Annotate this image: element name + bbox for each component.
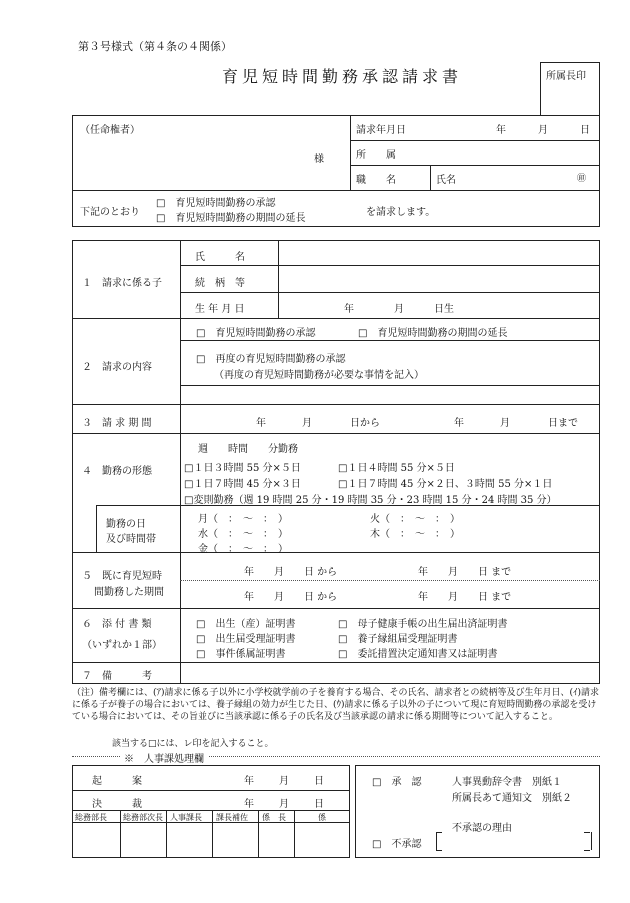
applicant-block — [72, 115, 600, 227]
role-section-head: 係 長 — [262, 813, 286, 822]
week-hours: 週 時間 分勤務 — [198, 444, 298, 455]
sec6-label-1: ６ 添 付 書 類 — [82, 619, 152, 630]
sec2-approval[interactable]: □ 育児短時間勤務の承認 — [196, 328, 316, 339]
sec2-again-note: （再度の育児短時間勤務が必要な事情を記入） — [214, 370, 424, 381]
kessai-year: 年 — [244, 799, 254, 810]
period-to-year: 年 — [454, 418, 464, 429]
sec2-extension[interactable]: □ 育児短時間勤務の期間の延長 — [358, 328, 508, 339]
form-title: 育児短時間勤務承認請求書 — [222, 67, 463, 86]
period-from-year: 年 — [256, 418, 266, 429]
pattern-5[interactable]: □変則勤務（週 19 時間 25 分・19 時間 35 分・23 時間 15 分・24 時間 35 分） — [184, 495, 557, 506]
kian-day: 日 — [314, 776, 324, 787]
doc-birth-registration[interactable]: □ 出生届受理証明書 — [196, 634, 296, 645]
period-to: 日まで — [548, 418, 578, 429]
approve-option[interactable]: □ 承 認 — [372, 777, 422, 788]
pattern-4[interactable]: □１日７時間 45 分×２日、３時間 55 分×１日 — [338, 479, 553, 490]
doc-birth-certificate[interactable]: □ 出生（産）証明書 — [196, 619, 296, 630]
checkmark-note: 該当する□には、レ印を記入すること。 — [112, 739, 274, 749]
period-from: 日から — [350, 418, 380, 429]
request-date-month: 月 — [538, 125, 548, 136]
sama-label: 様 — [314, 154, 324, 165]
option-approval[interactable]: □ 育児短時間勤務の承認 — [156, 198, 276, 209]
period-from-month: 月 — [302, 418, 312, 429]
work-hours-label: 及び時間帯 — [106, 534, 156, 545]
request-date-year: 年 — [496, 125, 506, 136]
request-suffix: を請求します。 — [366, 207, 436, 218]
doc-adoption[interactable]: □ 養子縁組届受理証明書 — [338, 634, 458, 645]
doc-maternity-handbook[interactable]: □ 母子健康手帳の出生届出済証明書 — [338, 619, 508, 630]
schedule-tue: 火（ ： 〜 ： ） — [370, 514, 460, 525]
kessai-month: 月 — [279, 799, 289, 810]
sec7-label: ７ 備 考 — [82, 671, 152, 682]
schedule-mon: 月（ ： 〜 ： ） — [198, 514, 288, 525]
birth-day: 日生 — [434, 304, 454, 315]
kian-year: 年 — [244, 776, 254, 787]
past-period-2-from: 年 月 日 から — [244, 592, 338, 603]
past-period-2-to: 年 月 日 まで — [418, 592, 512, 603]
role-hr-chief: 人事課長 — [170, 813, 202, 822]
reject-reason-bracket[interactable] — [436, 832, 592, 850]
child-birth-label: 生 年 月 日 — [195, 304, 245, 315]
work-days-label: 勤務の日 — [106, 519, 146, 530]
sec5-label-1: ５ 既に育児短時 — [82, 571, 162, 582]
name-label: 氏名 — [436, 175, 456, 186]
sec1-label: １ 請求に係る子 — [82, 278, 162, 289]
approve-doc-2: 所属長あて通知文 別紙２ — [452, 793, 572, 804]
kessai-label: 決 裁 — [92, 799, 142, 810]
sec2-again[interactable]: □ 再度の育児短時間勤務の承認 — [196, 354, 346, 365]
sec6-label-2: （いずれか１部） — [82, 640, 162, 651]
sec5-label-2: 間勤務した期間 — [94, 587, 164, 598]
schedule-wed: 水（ ： 〜 ： ） — [198, 529, 288, 540]
request-date-day: 日 — [580, 125, 590, 136]
option-extension[interactable]: □ 育児短時間勤務の期間の延長 — [156, 213, 306, 224]
following-label: 下記のとおり — [80, 207, 140, 218]
child-relation-label: 続 柄 等 — [195, 278, 245, 289]
sec4-label: ４ 勤務の形態 — [82, 466, 152, 477]
role-staff: 係 — [318, 813, 326, 822]
kian-month: 月 — [279, 776, 289, 787]
request-date-label: 請求年月日 — [356, 125, 406, 136]
sec2-label: ２ 請求の内容 — [82, 362, 152, 373]
schedule-thu: 木（ ： 〜 ： ） — [370, 529, 460, 540]
pattern-2[interactable]: □１日４時間 55 分×５日 — [338, 463, 455, 474]
past-period-1-to: 年 月 日 まで — [418, 567, 512, 578]
seal-mark: ㊞ — [577, 174, 587, 184]
affiliation-label: 所 属 — [356, 150, 396, 161]
birth-month: 月 — [394, 304, 404, 315]
sec3-label: ３ 請 求 期 間 — [82, 418, 152, 429]
appointer-label: （任命権者） — [80, 125, 140, 136]
reject-reason-label: 不承認の理由 — [452, 823, 512, 834]
birth-year: 年 — [344, 304, 354, 315]
instruction-note: （注）備考欄には、(ｱ)請求に係る子以外に小学校就学前の子を養育する場合、その氏名、請求者との続柄等及び生年月日、(ｲ)請求に係る子が養子の場合においては、養子縁組の効力が生じた日、(ｳ)請求に係る子以外の子について現に育短時間勤務の承認を受けている場合においては、その旨並びに当該承認に係る子の氏名及び当該承認の請求に係る期間等について記入すること。 — [72, 688, 600, 722]
doc-foster-decision[interactable]: □ 委託措置決定通知書又は証明書 — [338, 649, 498, 660]
pattern-3[interactable]: □１日７時間 45 分×３日 — [184, 479, 301, 490]
doc-case-pending[interactable]: □ 事件係属証明書 — [196, 649, 286, 660]
past-period-1-from: 年 月 日 から — [244, 567, 338, 578]
pattern-1[interactable]: □１日３時間 55 分×５日 — [184, 463, 301, 474]
child-name-label: 氏 名 — [195, 252, 245, 263]
kian-label: 起 案 — [92, 776, 142, 787]
job-title-label: 職 名 — [356, 175, 396, 186]
approve-doc-1: 人事異動辞令書 別紙１ — [452, 777, 562, 788]
period-to-month: 月 — [500, 418, 510, 429]
seal-box-label: 所属長印 — [546, 71, 586, 82]
schedule-fri: 金（ ： 〜 ： ） — [198, 544, 288, 555]
role-deputy-manager: 総務部次長 — [123, 813, 163, 822]
reject-option[interactable]: □ 不承認 — [372, 839, 422, 850]
hr-section-title: ※ 人事課処理欄 — [120, 750, 208, 765]
form-number: 第３号様式（第４条の４関係） — [78, 40, 232, 53]
role-general-manager: 総務部長 — [75, 813, 107, 822]
role-assistant-chief: 課長補佐 — [216, 813, 248, 822]
kessai-day: 日 — [314, 799, 324, 810]
